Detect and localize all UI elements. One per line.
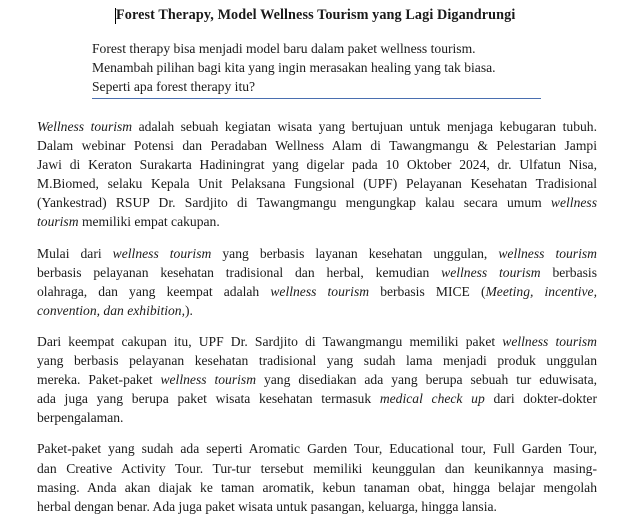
body-line: Dalam webinar Potensi dan Peradaban Wellness Alam di Tawangmangu & Pelestarian Jampi — [37, 138, 597, 154]
text-run: mereka. Paket-paket — [37, 372, 161, 388]
italic-term: medical check up — [379, 391, 485, 407]
body-line: dan Creative Activity Tour. Tur-tur tersebut memiliki keunggulan dan keunikannya masing- — [37, 460, 597, 476]
body-line — [37, 117, 597, 136]
body-line: Paket-paket yang sudah ada seperti Aromatic Garden Tour, Educational tour, Full Garden Tour, — [37, 441, 597, 457]
body-line — [37, 212, 597, 231]
body-line — [37, 282, 597, 301]
text-run: yang berbasis layanan kesehatan unggulan, — [211, 245, 499, 261]
text-run: Dari keempat cakupan itu, UPF Dr. Sardjito di Tawangmangu memiliki paket — [37, 333, 503, 349]
italic-term: wellness tourism — [498, 245, 597, 261]
body-line — [37, 370, 597, 389]
text-run: ada juga yang berupa paket wisata kesehatan termasuk — [37, 391, 380, 407]
article-lead — [92, 39, 542, 96]
text-run: berbasis pelayanan kesehatan tradisional dan herbal, kemudian — [37, 264, 442, 280]
lead-line: Seperti apa forest therapy itu? — [92, 79, 256, 94]
italic-term: wellness tourism — [441, 264, 541, 280]
text-run: berbasis MICE ( — [369, 283, 486, 299]
text-run: dari dokter-dokter — [484, 391, 597, 407]
text-run: ). — [185, 302, 193, 318]
italic-term: Wellness tourism — [37, 119, 133, 134]
lead-line: Forest therapy bisa menjadi model baru dalam paket wellness tourism. — [92, 41, 476, 56]
text-run: berbasis — [540, 264, 597, 280]
italic-term: wellness tourism — [112, 245, 212, 261]
paragraph-4 — [37, 439, 597, 515]
paragraph-2 — [37, 244, 597, 320]
body-line: M.Biomed, selaku Kepala Unit Pelaksana Fungsional (UPF) Pelayanan Kesehatan Tradisional — [37, 176, 597, 192]
italic-term: wellness tourism — [502, 333, 597, 349]
text-run: memiliki empat cakupan. — [78, 214, 220, 230]
body-line — [37, 244, 597, 263]
italic-term: Meeting, incentive, — [485, 283, 597, 299]
text-run: Mulai dari — [37, 245, 113, 261]
italic-term: wellness tourism — [270, 283, 370, 299]
lead-line: Menambah pilihan bagi kita yang ingin merasakan healing yang tak biasa. — [92, 60, 496, 75]
lead-divider — [92, 98, 541, 99]
text-run: adalah sebuah kegiatan wisata yang bertujuan untuk menjaga kebugaran tubuh. — [132, 119, 597, 134]
body-line — [37, 301, 597, 320]
body-line: yang berbasis pelayanan kesehatan tradisional yang sudah lama menjadi produk unggulan — [37, 353, 597, 369]
italic-term: tourism — [37, 214, 79, 230]
body-line: herbal dengan benar. Ada juga paket wisata untuk pasangan, keluarga, hingga lansia. — [37, 498, 497, 514]
text-run: (Yankestrad) RSUP Dr. Sardjito di Tawangmangu mengungkap kalau secara umum — [37, 195, 551, 211]
body-line: Jawi di Keraton Surakarta Hadiningrat yang digelar pada 10 Oktober 2024, dr. Ulfatun Nisa, — [37, 157, 597, 173]
body-line — [37, 389, 597, 408]
body-line — [37, 332, 597, 351]
text-run: yang disediakan ada yang berupa sebuah tur eduwisata, — [256, 372, 597, 388]
paragraph-1 — [37, 117, 597, 232]
text-run: olahraga, dan yang keempat adalah — [37, 283, 271, 299]
paragraph-3 — [37, 332, 597, 427]
body-line: masing. Anda akan diajak ke taman aromatik, kebun tanaman obat, hingga belajar mengolah — [37, 479, 597, 495]
body-line: berpengalaman. — [37, 410, 124, 426]
italic-term: wellness — [550, 195, 597, 211]
italic-term: convention, dan exhibition, — [37, 302, 185, 318]
italic-term: wellness tourism — [160, 372, 257, 388]
body-line — [37, 193, 597, 212]
article-body — [37, 117, 597, 528]
body-line — [37, 263, 597, 282]
article-title: Forest Therapy, Model Wellness Tourism yang Lagi Digandrungi — [116, 7, 516, 23]
